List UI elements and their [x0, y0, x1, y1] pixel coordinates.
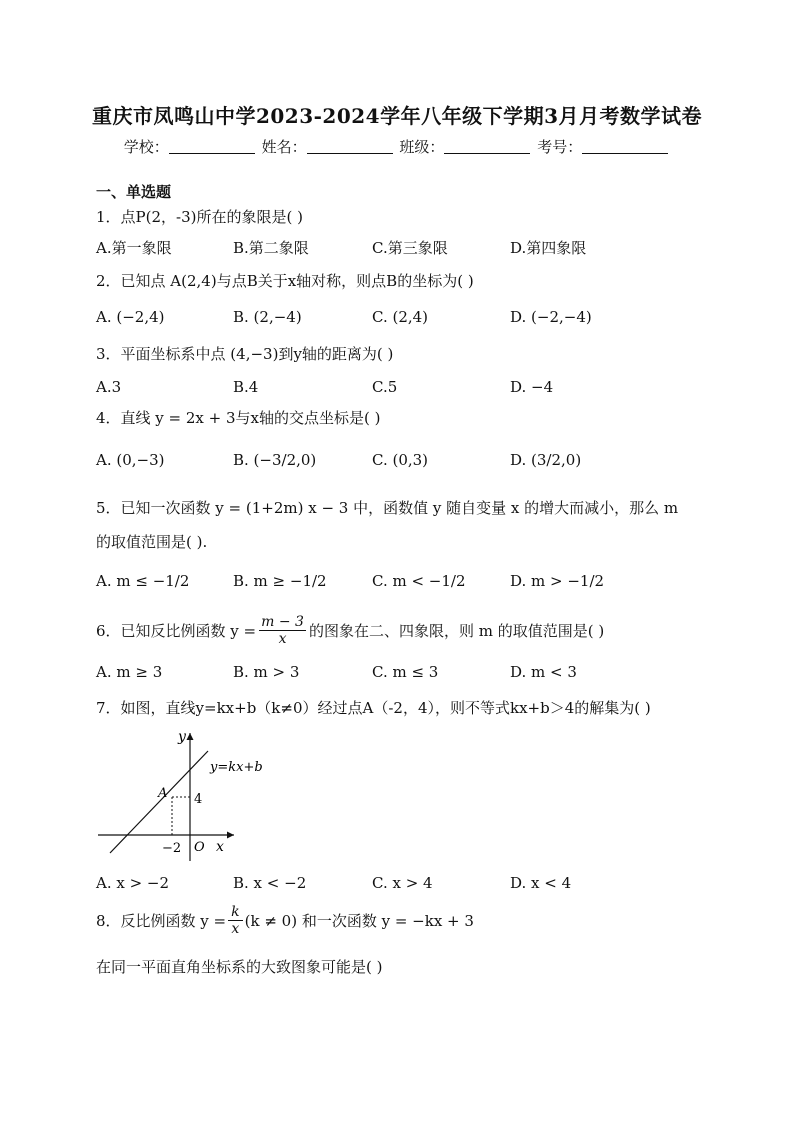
- class-label: 班级：: [399, 138, 445, 156]
- point-a-label: A: [158, 786, 168, 801]
- x-axis-label: x: [216, 839, 224, 855]
- q5-option-d[interactable]: D. m > −1/2: [510, 572, 605, 590]
- q8-fraction-denominator: x: [231, 921, 240, 937]
- question-3-stem: 3．平面坐标系中点 (4,−3)到y轴的距离为( ): [96, 345, 394, 363]
- q6-option-d[interactable]: D. m < 3: [510, 663, 577, 681]
- q6-option-b[interactable]: B. m > 3: [233, 663, 300, 681]
- question-8-stem-continued: 在同一平面直角坐标系的大致图象可能是( ): [96, 958, 383, 976]
- q1-option-b[interactable]: B.第二象限: [233, 239, 309, 257]
- q1-option-d[interactable]: D.第四象限: [510, 239, 587, 257]
- q6-fraction: [259, 614, 306, 647]
- y-value-label: 4: [194, 792, 203, 807]
- question-7-stem: 7．如图，直线y=kx+b（k≠0）经过点A（-2，4），则不等式kx+b＞4的解集为( ): [96, 699, 651, 717]
- q7-option-a[interactable]: A. x > −2: [96, 874, 170, 892]
- q3-option-d[interactable]: D. −4: [510, 378, 554, 396]
- q6-option-c[interactable]: C. m ≤ 3: [372, 663, 439, 681]
- q2-option-c[interactable]: C. (2,4): [372, 308, 429, 326]
- question-2-stem: 2．已知点 A(2,4)与点B关于x轴对称，则点B的坐标为( ): [96, 272, 474, 290]
- q4-option-c[interactable]: C. (0,3): [372, 451, 429, 469]
- q5-option-a[interactable]: A. m ≤ −1/2: [96, 572, 190, 590]
- q7-option-b[interactable]: B. x < −2: [233, 874, 307, 892]
- q2-option-b[interactable]: B. (2,−4): [233, 308, 302, 326]
- q6-fraction-numerator: m − 3: [261, 614, 304, 630]
- line-label: y=kx+b: [210, 760, 263, 775]
- q1-option-a[interactable]: A.第一象限: [96, 239, 172, 257]
- q6-stem-end: 的图象在二、四象限，则 m 的取值范围是( ): [308, 622, 605, 640]
- q2-option-d[interactable]: D. (−2,−4): [510, 308, 592, 326]
- question-5-stem-continued: 的取值范围是( ).: [96, 533, 208, 551]
- origin-label: O: [194, 840, 205, 855]
- q5-option-c[interactable]: C. m < −1/2: [372, 572, 466, 590]
- number-label: 考号：: [537, 138, 583, 156]
- number-blank[interactable]: [582, 139, 668, 154]
- q4-option-a[interactable]: A. (0,−3): [96, 451, 165, 469]
- question-8-stem: [96, 904, 474, 937]
- q8-stem-end: (k ≠ 0) 和一次函数 y = −kx + 3: [244, 912, 474, 930]
- school-blank[interactable]: [169, 139, 255, 154]
- q2-option-a[interactable]: A. (−2,4): [96, 308, 165, 326]
- q8-fraction: [228, 904, 242, 937]
- q3-option-b[interactable]: B.4: [233, 378, 259, 396]
- section-heading: 一、单选题: [96, 183, 172, 201]
- name-label: 姓名：: [261, 138, 307, 156]
- q6-fraction-denominator: x: [278, 631, 287, 647]
- question-4-stem: 4．直线 y = 2x + 3与x轴的交点坐标是( ): [96, 409, 381, 427]
- q7-option-c[interactable]: C. x > 4: [372, 874, 433, 892]
- question-5-stem: 5．已知一次函数 y = (1+2m) x − 3 中，函数值 y 随自变量 x 的增大而减小，那么 m: [96, 499, 679, 517]
- q6-stem-start: 6．已知反比例函数 y =: [96, 622, 257, 640]
- x-value-label: −2: [162, 841, 182, 856]
- q3-option-c[interactable]: C.5: [372, 378, 398, 396]
- name-blank[interactable]: [307, 139, 393, 154]
- q8-fraction-numerator: k: [228, 904, 242, 921]
- q1-option-c[interactable]: C.第三象限: [372, 239, 448, 257]
- question-6-stem: [96, 614, 604, 647]
- school-label: 学校：: [123, 138, 169, 156]
- q4-option-d[interactable]: D. (3/2,0): [510, 451, 582, 469]
- exam-title: 重庆市凤鸣山中学2023-2024学年八年级下学期3月月考数学试卷: [91, 104, 703, 128]
- question-1-stem: 1．点P(2，-3)所在的象限是( ): [96, 208, 303, 226]
- y-axis-label: y: [178, 729, 186, 745]
- student-info-line: [0, 136, 794, 157]
- q4-option-b[interactable]: B. (−3/2,0): [233, 451, 317, 469]
- q5-option-b[interactable]: B. m ≥ −1/2: [233, 572, 327, 590]
- class-blank[interactable]: [444, 139, 530, 154]
- q7-option-d[interactable]: D. x < 4: [510, 874, 572, 892]
- question-7-graph: [96, 727, 266, 863]
- q8-stem-start: 8．反比例函数 y =: [96, 912, 227, 930]
- q6-option-a[interactable]: A. m ≥ 3: [96, 663, 163, 681]
- q3-option-a[interactable]: A.3: [96, 378, 122, 396]
